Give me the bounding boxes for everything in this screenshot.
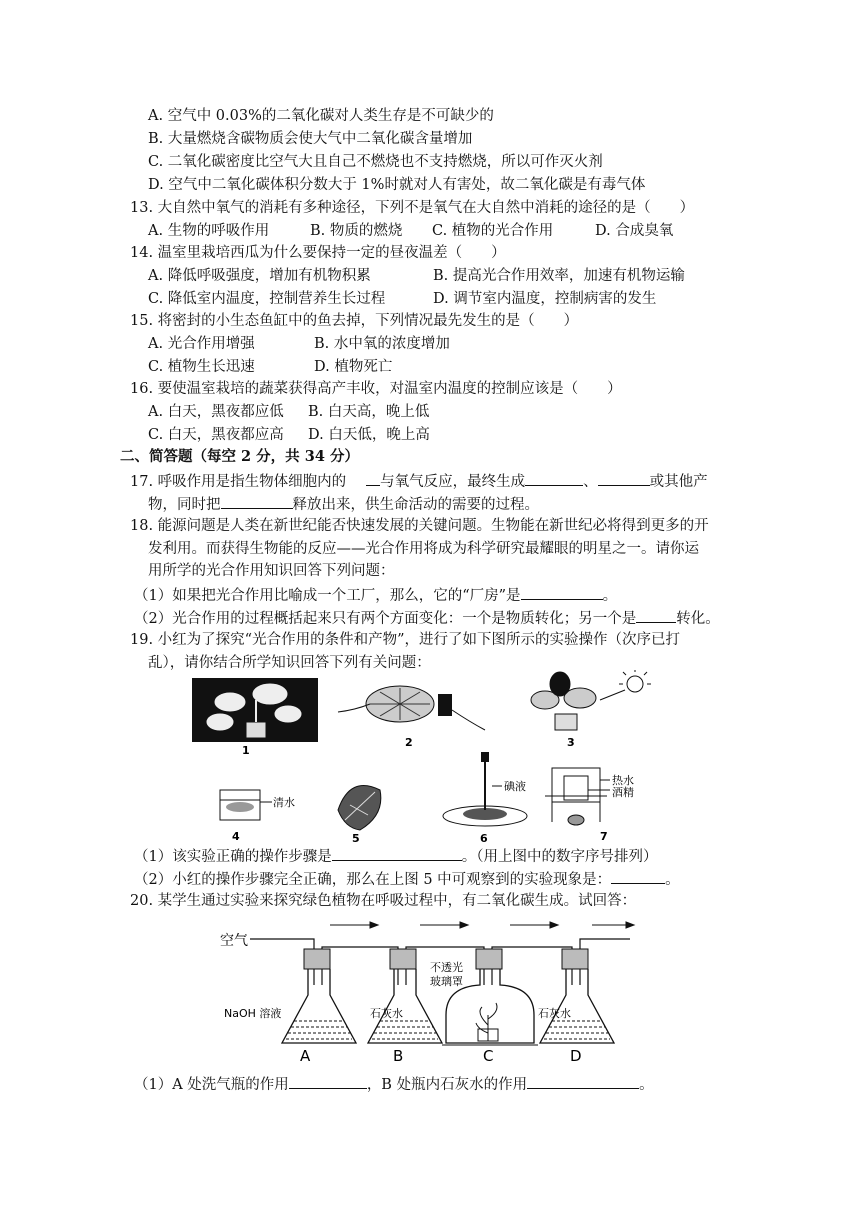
q12-option-d: D. 空气中二氧化碳体积分数大于 1%时就对人有害处，故二氧化碳是有毒气体 [148, 177, 646, 193]
q17-line2 [148, 492, 539, 516]
fig-label-air: 空气 [220, 933, 248, 949]
q17-blank-2[interactable] [525, 469, 583, 486]
q20-apparatus-figure [220, 915, 640, 1065]
q15-option-a: A. 光合作用增强 [148, 336, 255, 352]
q15-option-b: B. 水中氧的浓度增加 [314, 336, 450, 352]
q16-option-c: C. 白天，黑夜都应高 [148, 427, 284, 443]
q14-option-b: B. 提高光合作用效率，加速有机物运输 [433, 268, 685, 284]
q19-sub1-end: 。（用上图中的数字序号排列） [461, 849, 658, 865]
q14-option-d: D. 调节室内温度，控制病害的发生 [433, 291, 657, 307]
q12-option-c: C. 二氧化碳密度比空气大且自己不燃烧也不支持燃烧，所以可作灭火剂 [148, 154, 603, 170]
q20-sub1 [134, 1072, 654, 1096]
q20-sub1-mid: ，B 处瓶内石灰水的作用 [366, 1077, 528, 1093]
fig-label-water: 清水 [273, 796, 295, 809]
q19-line2: 乱），请你结合所学知识回答下列有关问题： [148, 655, 431, 671]
fig-label-c: C [483, 1047, 494, 1065]
q16-option-d: D. 白天低，晚上高 [308, 427, 430, 443]
q18-line2: 发利用。而获得生物能的反应——光合作用将成为科学研究最耀眼的明星之一。请你运 [148, 541, 699, 557]
q19-sub2 [134, 867, 680, 891]
q18-sub2-text: （2）光合作用的过程概括起来只有两个方面变化：一个是物质转化；另一个是 [134, 611, 637, 627]
q19-sub2-end: 。 [665, 872, 680, 888]
q19-line1: 19. 小红为了探究“光合作用的条件和产物”，进行了如下图所示的实验操作（次序已打 [130, 632, 680, 648]
fig-label-naoh: NaOH 溶液 [224, 1007, 282, 1020]
fig-label-hot-water: 热水 [612, 774, 634, 787]
q20-blank-2[interactable] [527, 1072, 639, 1089]
fig-label-opaque-1: 不透光 [430, 961, 463, 974]
fig-label-iodine: 碘液 [504, 780, 526, 793]
flask-d [540, 949, 614, 1043]
q18-sub1-text: （1）如果把光合作用比喻成一个工厂，那么，它的“厂房”是 [134, 588, 521, 604]
q15-stem: 15. 将密封的小生态鱼缸中的鱼去掉，下列情况最先发生的是（ ） [130, 313, 579, 329]
q17-blank-3[interactable] [598, 469, 650, 486]
fig-label-limewater-b: 石灰水 [370, 1007, 403, 1020]
figure-1-dark-plant [192, 678, 318, 742]
fig-num-4: 4 [232, 830, 240, 842]
q12-option-a: A. 空气中 0.03%的二氧化碳对人类生存是不可缺少的 [148, 108, 494, 124]
q13-option-c: C. 植物的光合作用 [432, 223, 554, 239]
q16-options-row2 [148, 424, 430, 446]
fig-label-a: A [300, 1047, 311, 1065]
fig-num-7: 7 [600, 830, 608, 842]
q17-blank-1[interactable] [366, 469, 380, 486]
q15-options-row2 [148, 356, 392, 378]
q16-options-row1 [148, 401, 429, 423]
q15-option-c: C. 植物生长迅速 [148, 359, 255, 375]
q19-sub2-text: （2）小红的操作步骤完全正确，那么在上图 5 中可观察到的实验现象是： [134, 872, 612, 888]
q13-options [148, 220, 673, 242]
q14-options-row1 [148, 265, 685, 287]
fig-num-2: 2 [405, 736, 413, 749]
q17-blank-4[interactable] [221, 492, 293, 509]
q17-text-2: 与氧气反应，最终生成 [380, 474, 526, 490]
figure-2-cover-leaf [338, 686, 485, 730]
figure-7-water-bath [545, 768, 610, 825]
q17-text-6: 释放出来，供生命活动的需要的过程。 [292, 497, 539, 513]
q19-sub1-text: （1）该实验正确的操作步骤是 [134, 849, 332, 865]
figure-5-leaf-result [338, 786, 381, 831]
q17-text-4: 或其他产 [649, 474, 708, 490]
fig-label-d: D [570, 1047, 582, 1065]
q20-sub1-text: （1）A 处洗气瓶的作用 [134, 1077, 289, 1093]
q20-line1: 20. 某学生通过实验来探究绿色植物在呼吸过程中，有二氧化碳生成。试回答： [130, 893, 637, 909]
q16-option-a: A. 白天，黑夜都应低 [148, 404, 284, 420]
fig-num-1: 1 [242, 744, 250, 757]
q14-options-row2 [148, 288, 656, 310]
q18-sub1 [134, 583, 617, 607]
q16-option-b: B. 白天高，晚上低 [308, 404, 430, 420]
q17-text-3: 、 [583, 474, 598, 490]
fig-num-5: 5 [352, 832, 360, 842]
q18-sub2 [134, 606, 720, 630]
q14-option-a: A. 降低呼吸强度，增加有机物积累 [148, 268, 371, 284]
q17-text-1: 17. 呼吸作用是指生物体细胞内的 [130, 474, 347, 490]
q18-line3: 用所学的光合作用知识回答下列问题： [148, 563, 395, 579]
q14-option-c: C. 降低室内温度，控制营养生长过程 [148, 291, 386, 307]
figure-4-beaker-water [220, 790, 272, 820]
fig-label-b: B [393, 1047, 404, 1065]
q18-blank-1[interactable] [521, 583, 603, 600]
flow-arrows [330, 922, 634, 928]
flask-a [282, 949, 356, 1043]
fig-num-3: 3 [567, 736, 575, 749]
q20-blank-1[interactable] [289, 1072, 367, 1089]
q17-text-5: 物，同时把 [148, 497, 221, 513]
q13-option-d: D. 合成臭氧 [595, 223, 674, 239]
q19-blank-1[interactable] [332, 844, 462, 861]
q16-stem: 16. 要使温室栽培的蔬菜获得高产丰收，对温室内温度的控制应该是（ ） [130, 381, 622, 397]
q12-option-b: B. 大量燃烧含碳物质会使大气中二氧化碳含量增加 [148, 131, 473, 147]
q14-stem: 14. 温室里栽培西瓜为什么要保持一定的昼夜温差（ ） [130, 245, 506, 261]
q18-blank-2[interactable] [636, 606, 676, 623]
figure-3-plant-sunlight [531, 670, 651, 730]
q19-blank-2[interactable] [611, 867, 665, 884]
q19-experiment-figure [180, 670, 680, 842]
q13-option-b: B. 物质的燃烧 [310, 223, 403, 239]
fig-num-6: 6 [480, 832, 488, 842]
q18-line1: 18. 能源问题是人类在新世纪能否快速发展的关键问题。生物能在新世纪必将得到更多的开 [130, 518, 709, 534]
q13-option-a: A. 生物的呼吸作用 [148, 223, 270, 239]
section-2-heading: 二、简答题（每空 2 分，共 34 分） [120, 448, 359, 465]
q13-stem: 13. 大自然中氧气的消耗有多种途径，下列不是氧气在大自然中消耗的途径的是（ ） [130, 200, 695, 216]
q15-options-row1 [148, 333, 450, 355]
fig-label-opaque-2: 玻璃罩 [430, 975, 463, 988]
fig-label-limewater-d: 石灰水 [538, 1007, 571, 1020]
q15-option-d: D. 植物死亡 [314, 359, 393, 375]
q19-sub1 [134, 844, 657, 868]
q18-sub2-end: 转化。 [676, 611, 720, 627]
fig-label-alcohol: 酒精 [612, 786, 634, 799]
q18-sub1-end: 。 [602, 588, 618, 604]
q17-line1 [130, 469, 708, 493]
q20-sub1-end: 。 [639, 1077, 654, 1093]
